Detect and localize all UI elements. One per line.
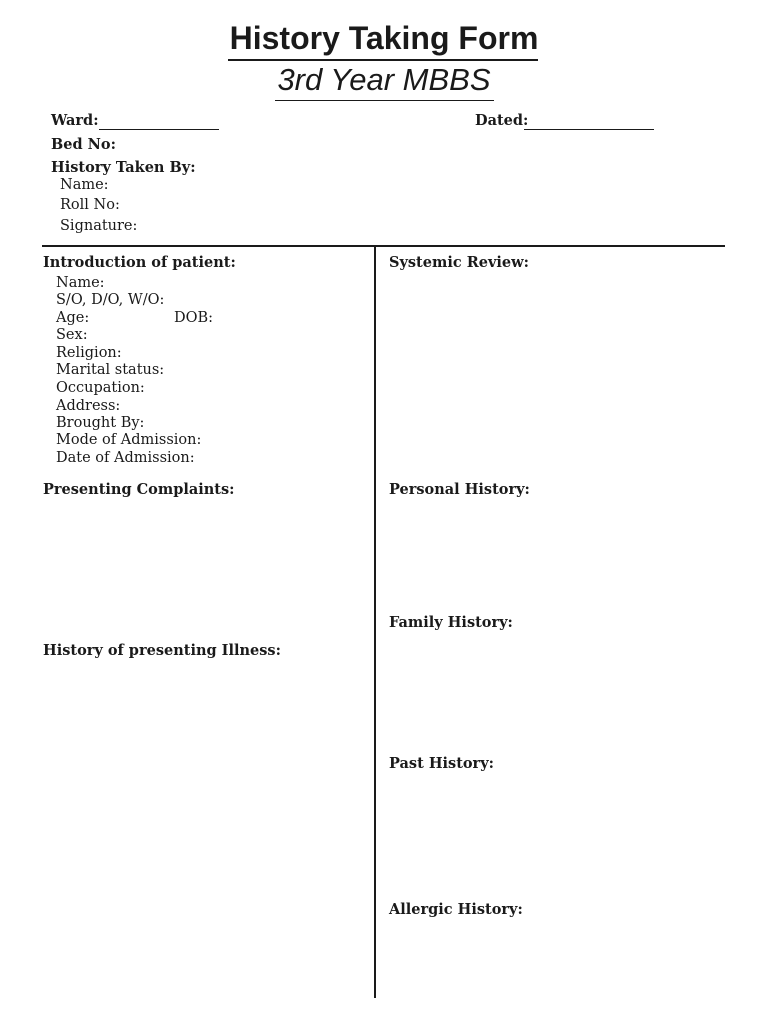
bed-no-label: Bed No: <box>51 136 116 153</box>
patient-sex-label: Sex: <box>56 327 88 343</box>
patient-date-of-admission-label: Date of Admission: <box>56 450 195 466</box>
patient-relation-label: S/O, D/O, W/O: <box>56 292 165 308</box>
presenting-complaints-heading: Presenting Complaints: <box>43 481 235 498</box>
patient-religion-label: Religion: <box>56 345 122 361</box>
dated-blank-line[interactable] <box>524 129 654 130</box>
patient-dob-label: DOB: <box>174 310 214 326</box>
family-history-heading: Family History: <box>389 614 513 631</box>
dated-label: Dated: <box>475 112 529 129</box>
history-taken-by-label: History Taken By: <box>51 159 196 176</box>
taker-roll-no-label: Roll No: <box>60 197 120 213</box>
title-underline <box>228 59 538 61</box>
taker-signature-label: Signature: <box>60 218 138 234</box>
form-title: History Taking Form <box>229 20 539 56</box>
patient-occupation-label: Occupation: <box>56 380 145 396</box>
personal-history-heading: Personal History: <box>389 481 530 498</box>
column-divider-vertical <box>374 246 376 998</box>
subtitle-underline <box>275 100 494 101</box>
history-of-presenting-illness-heading: History of presenting Illness: <box>43 642 281 659</box>
form-subtitle: 3rd Year MBBS <box>277 62 491 97</box>
section-divider-horizontal <box>42 245 725 247</box>
patient-address-label: Address: <box>56 398 121 414</box>
patient-brought-by-label: Brought By: <box>56 415 145 431</box>
intro-heading: Introduction of patient: <box>43 254 236 271</box>
patient-marital-status-label: Marital status: <box>56 362 165 378</box>
taker-name-label: Name: <box>60 177 109 193</box>
patient-mode-of-admission-label: Mode of Admission: <box>56 432 202 448</box>
allergic-history-heading: Allergic History: <box>389 901 523 918</box>
ward-blank-line[interactable] <box>99 129 219 130</box>
systemic-review-heading: Systemic Review: <box>389 254 529 271</box>
ward-label: Ward: <box>51 112 99 129</box>
patient-name-label: Name: <box>56 275 105 291</box>
past-history-heading: Past History: <box>389 755 494 772</box>
patient-age-label: Age: <box>56 310 90 326</box>
